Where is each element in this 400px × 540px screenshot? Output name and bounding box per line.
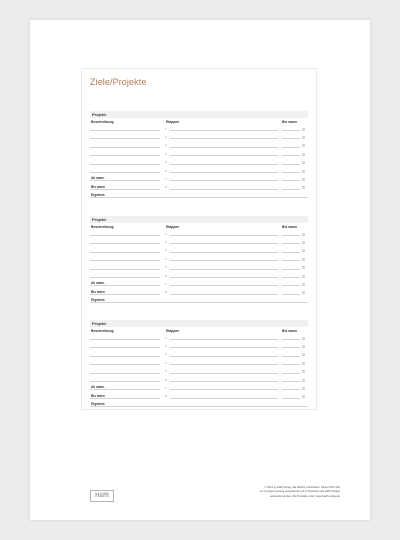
beschreibung-line[interactable] (90, 147, 160, 148)
checkbox-circle-icon[interactable] (302, 170, 305, 173)
checkbox-circle-icon[interactable] (302, 161, 305, 164)
etappe-number: 8. (165, 290, 168, 295)
etappe-line[interactable] (170, 381, 278, 382)
bis-wann-line[interactable] (282, 189, 300, 190)
beschreibung-line[interactable] (90, 294, 160, 295)
bis-wann-line[interactable] (282, 285, 300, 286)
bis-wann-line[interactable] (282, 356, 300, 357)
etappe-number: 6. (165, 377, 168, 382)
checkbox-circle-icon[interactable] (302, 353, 305, 356)
etappe-row (90, 174, 308, 181)
ergebnis-label: Ergebnis (91, 402, 105, 407)
etappe-number: 1. (165, 231, 168, 236)
column-header-bis-wann: Bis wann (282, 225, 297, 229)
checkbox-circle-icon[interactable] (302, 337, 305, 340)
etappe-row (90, 149, 308, 156)
checkbox-circle-icon[interactable] (302, 249, 305, 252)
etappe-line[interactable] (170, 243, 278, 244)
etappe-line[interactable] (170, 138, 278, 139)
bis-wann-line[interactable] (282, 389, 300, 390)
beschreibung-line[interactable] (90, 172, 160, 173)
publisher-logo: Häfft (90, 490, 114, 502)
bis-wann-line[interactable] (282, 164, 300, 165)
etappe-line[interactable] (170, 252, 278, 253)
etappe-line[interactable] (170, 285, 278, 286)
checkbox-circle-icon[interactable] (302, 345, 305, 348)
bis-wann-line[interactable] (282, 243, 300, 244)
bis-wann-line[interactable] (282, 269, 300, 270)
etappe-row (90, 263, 308, 270)
etappe-row (90, 183, 308, 190)
bis-wann-line[interactable] (282, 347, 300, 348)
etappe-row (90, 350, 308, 357)
etappe-row (90, 237, 308, 244)
etappe-row (90, 341, 308, 348)
bis-wann-label: Bis wann (91, 393, 105, 398)
checkbox-circle-icon[interactable] (302, 258, 305, 261)
column-header-beschreibung: Beschreibung (91, 329, 114, 333)
checkbox-circle-icon[interactable] (302, 275, 305, 278)
ergebnis-line[interactable] (90, 197, 308, 198)
beschreibung-line[interactable] (90, 260, 160, 261)
etappe-number: 8. (165, 394, 168, 399)
bis-wann-line[interactable] (282, 130, 300, 131)
ergebnis-line[interactable] (90, 302, 308, 303)
etappe-line[interactable] (170, 277, 278, 278)
project-header-bar (90, 111, 308, 118)
project-block (90, 320, 308, 416)
copyright-line-3: verwendet werden. Alle Produkte unter: www.haefft-verlag.de (269, 494, 340, 498)
bis-wann-line[interactable] (282, 235, 300, 236)
bis-wann-line[interactable] (282, 398, 300, 399)
ergebnis-row (90, 191, 308, 198)
ergebnis-label: Ergebnis (91, 298, 105, 303)
etappe-row (90, 333, 308, 340)
etappe-number: 2. (165, 239, 168, 244)
checkbox-circle-icon[interactable] (302, 178, 305, 181)
etappe-row (90, 271, 308, 278)
etappe-number: 3. (165, 143, 168, 148)
checkbox-circle-icon[interactable] (302, 291, 305, 294)
copyright-line-2: nur zur Eigennutzung ausgedruckt und in Produkten des Häfft-Verlags (259, 490, 340, 494)
etappe-number: 4. (165, 360, 168, 365)
etappe-line[interactable] (170, 180, 278, 181)
etappe-row (90, 124, 308, 131)
checkbox-circle-icon[interactable] (302, 387, 305, 390)
etappe-line[interactable] (170, 373, 278, 374)
bis-wann-line[interactable] (282, 373, 300, 374)
beschreibung-line[interactable] (90, 398, 160, 399)
ergebnis-line[interactable] (90, 406, 308, 407)
ab-wann-label: Ab wann (91, 176, 105, 181)
bis-wann-line[interactable] (282, 147, 300, 148)
etappe-number: 3. (165, 248, 168, 253)
column-header-etappen: Etappen (166, 225, 180, 229)
etappe-line[interactable] (170, 398, 278, 399)
checkbox-circle-icon[interactable] (302, 362, 305, 365)
etappe-line[interactable] (170, 389, 278, 390)
etappe-row (90, 166, 308, 173)
bis-wann-line[interactable] (282, 277, 300, 278)
bis-wann-line[interactable] (282, 381, 300, 382)
etappe-line[interactable] (170, 339, 278, 340)
etappe-row (90, 392, 308, 399)
beschreibung-line[interactable] (90, 243, 160, 244)
etappe-number: 6. (165, 168, 168, 173)
copyright-notice (210, 486, 340, 499)
etappe-row (90, 375, 308, 382)
checkbox-circle-icon[interactable] (302, 153, 305, 156)
ergebnis-row (90, 296, 308, 303)
bis-wann-line[interactable] (282, 364, 300, 365)
bis-wann-line[interactable] (282, 155, 300, 156)
etappe-line[interactable] (170, 347, 278, 348)
beschreibung-line[interactable] (90, 269, 160, 270)
etappe-line[interactable] (170, 147, 278, 148)
beschreibung-line[interactable] (90, 373, 160, 374)
etappe-line[interactable] (170, 155, 278, 156)
etappe-row (90, 358, 308, 365)
beschreibung-line[interactable] (90, 164, 160, 165)
etappe-line[interactable] (170, 164, 278, 165)
checkbox-circle-icon[interactable] (302, 233, 305, 236)
etappe-number: 8. (165, 185, 168, 190)
copyright-line-1: © 2014 by Häfft-Verlag, alle Rechte vorbehalten. Dieses PDF darf (264, 486, 340, 489)
project-label: Projekt: (92, 217, 107, 222)
ab-wann-label: Ab wann (91, 385, 105, 390)
beschreibung-line[interactable] (90, 189, 160, 190)
planner-card (81, 68, 317, 410)
beschreibung-line[interactable] (90, 285, 160, 286)
project-block (90, 216, 308, 312)
etappe-line[interactable] (170, 235, 278, 236)
etappe-row (90, 383, 308, 390)
beschreibung-line[interactable] (90, 130, 160, 131)
checkbox-circle-icon[interactable] (302, 144, 305, 147)
column-header-beschreibung: Beschreibung (91, 225, 114, 229)
etappe-row (90, 288, 308, 295)
bis-wann-label: Bis wann (91, 289, 105, 294)
etappe-row (90, 254, 308, 261)
beschreibung-line[interactable] (90, 155, 160, 156)
project-header-bar (90, 216, 308, 223)
etappe-row (90, 246, 308, 253)
etappe-number: 5. (165, 369, 168, 374)
ab-wann-label: Ab wann (91, 281, 105, 286)
etappe-line[interactable] (170, 364, 278, 365)
project-label: Projekt: (92, 321, 107, 326)
bis-wann-line[interactable] (282, 260, 300, 261)
checkbox-circle-icon[interactable] (302, 379, 305, 382)
etappe-line[interactable] (170, 260, 278, 261)
column-header-beschreibung: Beschreibung (91, 120, 114, 124)
beschreibung-line[interactable] (90, 138, 160, 139)
etappe-row (90, 141, 308, 148)
checkbox-circle-icon[interactable] (302, 186, 305, 189)
etappe-number: 7. (165, 385, 168, 390)
project-header-bar (90, 320, 308, 327)
column-header-bis-wann: Bis wann (282, 329, 297, 333)
beschreibung-line[interactable] (90, 347, 160, 348)
ergebnis-label: Ergebnis (91, 193, 105, 198)
beschreibung-line[interactable] (90, 364, 160, 365)
ergebnis-row (90, 400, 308, 407)
etappe-row (90, 367, 308, 374)
bis-wann-line[interactable] (282, 180, 300, 181)
etappe-number: 4. (165, 256, 168, 261)
page-title: Ziele/Projekte (90, 77, 147, 87)
beschreibung-line[interactable] (90, 389, 160, 390)
checkbox-circle-icon[interactable] (302, 241, 305, 244)
etappe-number: 6. (165, 273, 168, 278)
bis-wann-label: Bis wann (91, 184, 105, 189)
beschreibung-line[interactable] (90, 277, 160, 278)
etappe-number: 4. (165, 151, 168, 156)
etappe-number: 7. (165, 281, 168, 286)
etappe-row (90, 132, 308, 139)
etappe-number: 7. (165, 176, 168, 181)
beschreibung-line[interactable] (90, 180, 160, 181)
page-sheet (30, 20, 370, 520)
etappe-number: 2. (165, 343, 168, 348)
column-header-etappen: Etappen (166, 120, 180, 124)
etappe-row (90, 279, 308, 286)
checkbox-circle-icon[interactable] (302, 283, 305, 286)
etappe-line[interactable] (170, 172, 278, 173)
beschreibung-line[interactable] (90, 252, 160, 253)
column-header-etappen: Etappen (166, 329, 180, 333)
checkbox-circle-icon[interactable] (302, 136, 305, 139)
etappe-row (90, 158, 308, 165)
bis-wann-line[interactable] (282, 172, 300, 173)
etappe-row (90, 229, 308, 236)
beschreibung-line[interactable] (90, 356, 160, 357)
bis-wann-line[interactable] (282, 138, 300, 139)
etappe-line[interactable] (170, 189, 278, 190)
beschreibung-line[interactable] (90, 339, 160, 340)
etappe-line[interactable] (170, 356, 278, 357)
etappe-number: 3. (165, 352, 168, 357)
bis-wann-line[interactable] (282, 294, 300, 295)
project-label: Projekt: (92, 112, 107, 117)
bis-wann-line[interactable] (282, 339, 300, 340)
etappe-line[interactable] (170, 130, 278, 131)
etappe-number: 1. (165, 126, 168, 131)
etappe-line[interactable] (170, 269, 278, 270)
etappe-number: 5. (165, 160, 168, 165)
checkbox-circle-icon[interactable] (302, 128, 305, 131)
checkbox-circle-icon[interactable] (302, 266, 305, 269)
checkbox-circle-icon[interactable] (302, 370, 305, 373)
beschreibung-line[interactable] (90, 381, 160, 382)
project-block (90, 111, 308, 207)
etappe-number: 2. (165, 134, 168, 139)
etappe-line[interactable] (170, 294, 278, 295)
etappe-number: 1. (165, 335, 168, 340)
bis-wann-line[interactable] (282, 252, 300, 253)
etappe-number: 5. (165, 265, 168, 270)
column-header-bis-wann: Bis wann (282, 120, 297, 124)
beschreibung-line[interactable] (90, 235, 160, 236)
checkbox-circle-icon[interactable] (302, 395, 305, 398)
